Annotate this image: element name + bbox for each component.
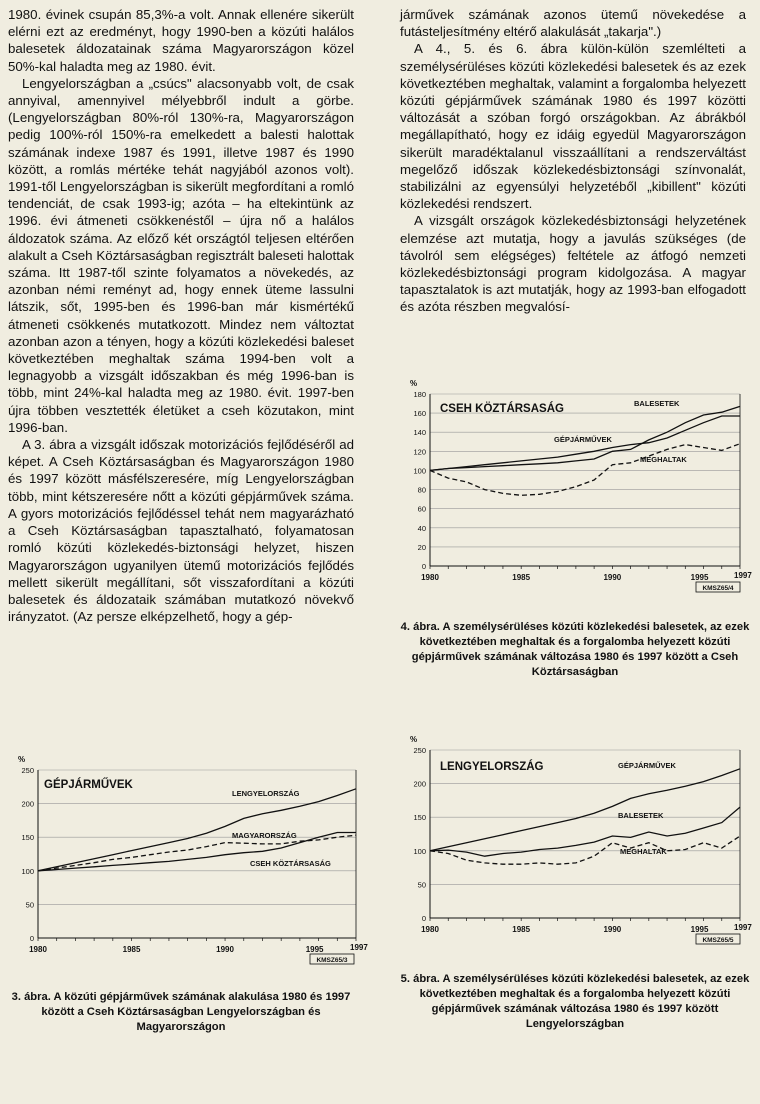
x-tick-label: 1997 [350, 943, 368, 952]
x-tick-label: 1997 [734, 571, 752, 580]
x-tick-label: 1980 [421, 925, 439, 934]
y-tick-label: 50 [417, 880, 426, 890]
figure-5 [396, 734, 752, 958]
y-tick-label: 50 [25, 900, 34, 910]
y-tick-label: 150 [21, 833, 34, 843]
series-label-balesetek: BALESETEK [634, 399, 680, 408]
left-paragraph-2: Lengyelországban a „csúcs" alacsonyabb volt, de csak annyival, amennyivel mélyebbről indult a görbe. (Lengyelországban 80%-ról 130%-ra, Magyarországon pedig 100%-ról 150%-ra emelkedett a balesti halottak számának indexe 1987 és 1991, illetve 1987 és 1990 között, a romlás mértéke tehát nagyjából azonos volt). 1991-től Lengyelországban is sikerült megfordítani a romló tendenciát, de csak 1993-ig; azóta – ha eltekintünk az 1996. évi átmeneti csökkenéstől – újra nő a halálos áldozatok száma. Az előző két országtól teljesen eltérően alakult a Cseh Köztársaságban regisztrált baleseti halottak száma. Itt 1987-től szinte folyamatos a növekedés, az azonban némi reményt ad, hogy ennek üteme lassulni látszik, sőt, 1995-ben és 1996-ban már kismértékű átmeneti csökkenés mutatkozott. Mindez nem változtat azonban azon a tényen, hogy a közúti közlekedési baleset következtében meghaltak száma 1994-ben volt a legnagyobb a vizsgált időszakban és még 1996-ban is több, mint 24%-kal haladta meg az 1980. évit. 1997-ben újra többen vesztették életüket a cseh közutakon, mint 1996-ban. [8, 75, 354, 435]
source-tag: KMSZ65/3 [316, 957, 348, 964]
y-tick-label: 200 [413, 779, 426, 789]
y-unit-label: % [410, 735, 418, 744]
left-paragraph-3: A 3. ábra a vizsgált időszak motorizációs fejlődéséről ad képet. A Cseh Köztársaságban és Magyarországon 1980 és 1997 között másfélszeresére, míg Lengyelországban több, mint kétszeresére nőtt a közúti gépjárművek száma. A gyors motorizációs fejlődéssel tehát nem magyarázható a Cseh Köztársaságban tapasztalható, folyamatosan romló közúti közlekedés-biztonsági helyzet, hiszen Magyarországon ugyanilyen ütemű motorizációs fejlődés mellett sikerült megállítani, sőt visszafordítani a közúti balesetek és áldozataik számában mutatkozó növekvő irányzatot. (Az persze elképzelhető, hogy a gép- [8, 437, 354, 625]
y-tick-label: 20 [417, 542, 426, 552]
figure-3-caption: 3. ábra. A közúti gépjárművek számának alakulása 1980 és 1997 között a Cseh Köztársaságban Lengyelországban és Magyarországon [11, 991, 351, 1033]
x-tick-label: 1985 [122, 945, 141, 954]
source-tag: KMSZ65/5 [702, 937, 734, 944]
y-tick-label: 60 [417, 504, 426, 514]
chart-cseh-koztarsasag [396, 372, 752, 602]
right-paragraph-2: A 4., 5. és 6. ábra külön-külön szemlélteti a személysérüléses közúti közlekedési balesetek és az ezek következtében meghaltak, valamint a forgalomba helyezett közúti gépjárművek számának 1980 és 1997 közötti változását a szóban forgó országokban. Az ábrákból megállapítható, hogy ez idáig egyedül Magyarországon sikerült maradéktalanul visszaállítani a rendszerváltást megelőző időszak közlekedésbiztonsági színvonalát, stabilizálni az egyensúlyi helyzetéből „kibillent" közúti közlekedési rendszert. [400, 41, 746, 212]
y-tick-label: 80 [417, 485, 426, 495]
y-tick-label: 100 [413, 466, 426, 476]
series-line-balesetek [430, 807, 740, 856]
x-tick-label: 1985 [512, 573, 531, 582]
right-paragraph-3: A vizsgált országok közlekedésbiztonsági helyzetének elemzése azt mutatja, hogy a javulás szükséges (de távolról sem elégséges) feltétele az átfogó nemzeti közlekedésbiztonsági program kidolgozása. A magyar tapasztalatok is azt mutatják, hogy az 1993-ban elfogadott és azóta részben megvalósí- [400, 213, 746, 315]
series-label-meghaltak: MEGHALTAK [640, 455, 687, 464]
y-tick-label: 120 [413, 447, 426, 457]
x-tick-label: 1997 [734, 923, 752, 932]
series-label-magyarorszag: MAGYARORSZÁG [232, 831, 297, 840]
x-tick-label: 1980 [421, 573, 439, 582]
y-tick-label: 40 [417, 523, 426, 533]
series-line-gepjarmuvek [430, 769, 740, 851]
chart-gepjarmuvek [4, 752, 368, 976]
series-label-gepjarmuvek: GÉPJÁRMŰVEK [554, 435, 612, 444]
series-label-meghaltak: MEGHALTAK [620, 847, 667, 856]
series-label-lengyelorszag: LENGYELORSZÁG [232, 789, 300, 798]
x-tick-label: 1995 [690, 573, 709, 582]
y-tick-label: 200 [21, 799, 34, 809]
x-tick-label: 1995 [305, 945, 324, 954]
figure-4-caption: 4. ábra. A személysérüléses közúti közlekedési balesetek, az ezek következtében meghaltak és a forgalomba helyezett közúti gépjárművek számának változása 1980 és 1997 között a Cseh Köztársaságban [400, 621, 750, 678]
x-tick-label: 1985 [512, 925, 531, 934]
right-paragraph-1: járművek számának azonos ütemű növekedése a futásteljesítmény eltérő alakulását „takarja".) [400, 7, 746, 40]
y-unit-label: % [18, 755, 26, 764]
x-tick-label: 1990 [216, 945, 234, 954]
series-label-balesetek: BALESETEK [618, 811, 664, 820]
y-tick-label: 160 [413, 409, 426, 419]
left-column [8, 6, 354, 625]
x-tick-label: 1980 [29, 945, 47, 954]
right-column [400, 6, 746, 316]
y-tick-label: 180 [413, 390, 426, 399]
x-tick-label: 1990 [603, 925, 622, 934]
chart-lengyelorszag [396, 734, 752, 958]
y-tick-label: 100 [21, 866, 34, 876]
figure-4 [396, 372, 752, 602]
y-tick-label: 100 [413, 846, 426, 856]
x-tick-label: 1995 [690, 925, 709, 934]
y-tick-label: 0 [29, 934, 34, 943]
y-tick-label: 250 [413, 746, 426, 755]
y-tick-label: 140 [413, 428, 426, 438]
chart-title: GÉPJÁRMŰVEK [44, 779, 133, 791]
y-tick-label: 0 [421, 562, 426, 571]
source-tag: KMSZ65/4 [702, 585, 734, 592]
y-tick-label: 150 [413, 813, 426, 823]
series-label-gepjarmuvek: GÉPJÁRMŰVEK [618, 761, 676, 770]
figure-3 [4, 752, 368, 976]
chart-title: LENGYELORSZÁG [440, 761, 544, 773]
y-unit-label: % [410, 379, 418, 388]
y-tick-label: 0 [421, 914, 426, 923]
x-tick-label: 1990 [603, 573, 622, 582]
y-tick-label: 250 [21, 766, 34, 775]
chart-title: CSEH KÖZTÁRSASÁG [440, 403, 564, 415]
left-paragraph-1: 1980. évinek csupán 85,3%-a volt. Annak ellenére sikerült elérni ezt az eredményt, hogy 1990-ben a közúti halálos balesetek áldozatainak száma Magyarországon közel 50%-kal haladta meg az 1980. évit. [8, 7, 354, 74]
series-label-cseh-koztarsasag: CSEH KÖZTÁRSASÁG [250, 859, 331, 868]
figure-5-caption: 5. ábra. A személysérüléses közúti közlekedési balesetek, az ezek következtében meghaltak és a forgalomba helyezett közúti gépjárművek számának változása 1980 és 1997 között Lengyelországban [400, 973, 750, 1030]
